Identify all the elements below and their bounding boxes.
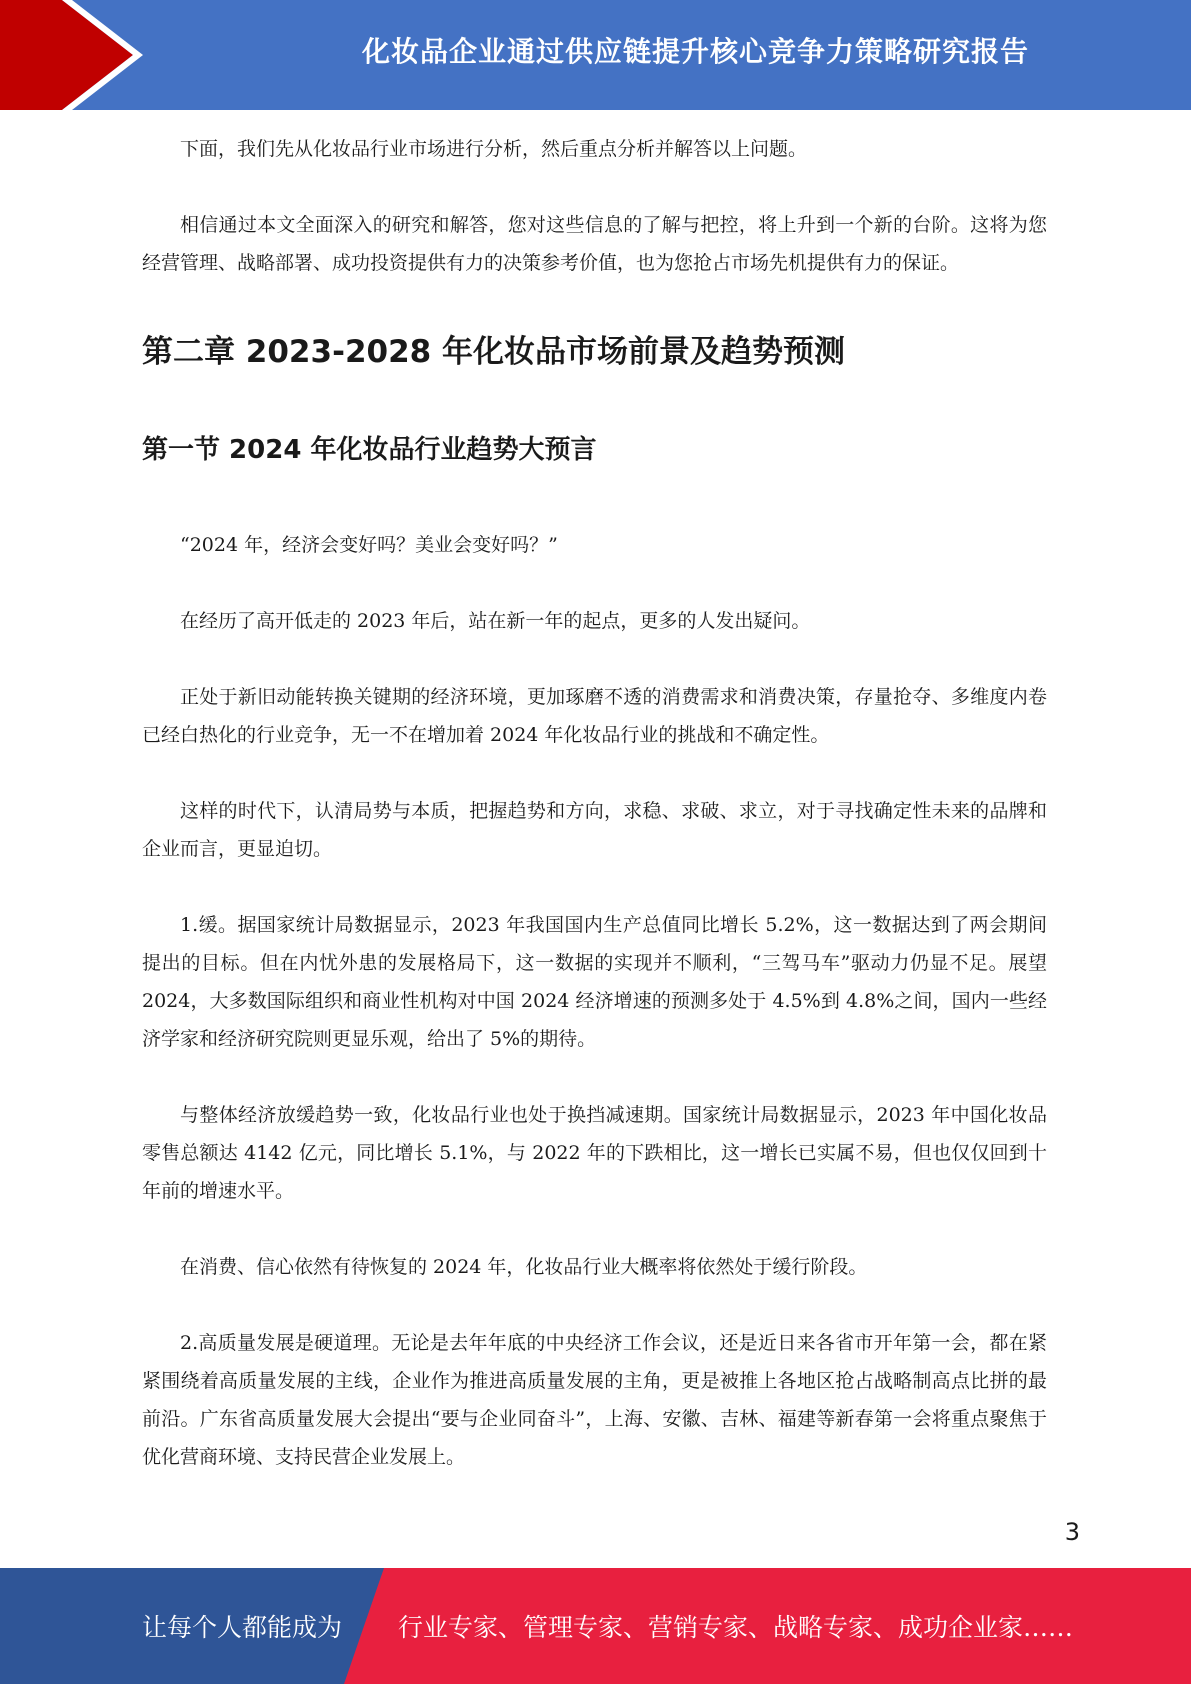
body-paragraph: “2024 年，经济会变好吗？美业会变好吗？”	[180, 534, 558, 556]
body-paragraph: 下面，我们先从化妆品行业市场进行分析，然后重点分析并解答以上问题。	[180, 138, 808, 160]
body-paragraph: 与整体经济放缓趋势一致，化妆品行业也处于换挡减速期。国家统计局数据显示，2023 年中国化妆品零售总额达 4142 亿元，同比增长 5.1%，与 2022 年的下跌相比，这一增长已实属不易，但也仅仅回到十年前的增速水平。	[142, 1104, 1047, 1202]
body-paragraph: 在消费、信心依然有待恢复的 2024 年，化妆品行业大概率将依然处于缓行阶段。	[180, 1256, 868, 1278]
section-heading: 第一节 2024 年化妆品行业趋势大预言	[142, 435, 597, 465]
body-paragraph: 在经历了高开低走的 2023 年后，站在新一年的起点，更多的人发出疑问。	[180, 610, 811, 632]
body-paragraph: 相信通过本文全面深入的研究和解答，您对这些信息的了解与把控，将上升到一个新的台阶。这将为您经营管理、战略部署、成功投资提供有力的决策参考价值，也为您抢占市场先机提供有力的保证。	[142, 214, 1047, 274]
body-paragraph: 2.高质量发展是硬道理。无论是去年年底的中央经济工作会议，还是近日来各省市开年第一会，都在紧紧围绕着高质量发展的主线，企业作为推进高质量发展的主角，更是被推上各地区抢占战略制高点比拼的最前沿。广东省高质量发展大会提出“要与企业同奋斗”，上海、安徽、吉林、福建等新春第一会将重点聚焦于优化营商环境、支持民营企业发展上。	[142, 1332, 1047, 1468]
page-footer	[0, 1568, 1191, 1684]
body-paragraph: 正处于新旧动能转换关键期的经济环境，更加琢磨不透的消费需求和消费决策，存量抢夺、多维度内卷已经白热化的行业竞争，无一不在增加着 2024 年化妆品行业的挑战和不确定性。	[142, 686, 1047, 746]
page-number: 3	[1064, 1518, 1080, 1546]
body-paragraph: 1.缓。据国家统计局数据显示，2023 年我国国内生产总值同比增长 5.2%，这一数据达到了两会期间提出的目标。但在内忧外患的发展格局下，这一数据的实现并不顺利，“三驾马车”驱动力仍显不足。展望 2024，大多数国际组织和商业性机构对中国 2024 经济增速的预测多处于 4.5%到 4.8%之间，国内一些经济学家和经济研究院则更显乐观，给出了 5%的期待。	[142, 914, 1047, 1050]
body-paragraph: 这样的时代下，认清局势与本质，把握趋势和方向，求稳、求破、求立，对于寻找确定性未来的品牌和企业而言，更显迫切。	[142, 800, 1047, 860]
document-body	[142, 130, 1047, 1476]
report-title: 化妆品企业通过供应链提升核心竞争力策略研究报告	[361, 35, 1029, 68]
chapter-heading: 第二章 2023-2028 年化妆品市场前景及趋势预测	[142, 334, 846, 370]
page-header	[0, 0, 1191, 110]
footer-slogan-right: 行业专家、管理专家、营销专家、战略专家、成功企业家……	[398, 1613, 1074, 1642]
red-chevron-icon	[0, 0, 160, 110]
footer-slogan-left: 让每个人都能成为	[142, 1613, 343, 1642]
